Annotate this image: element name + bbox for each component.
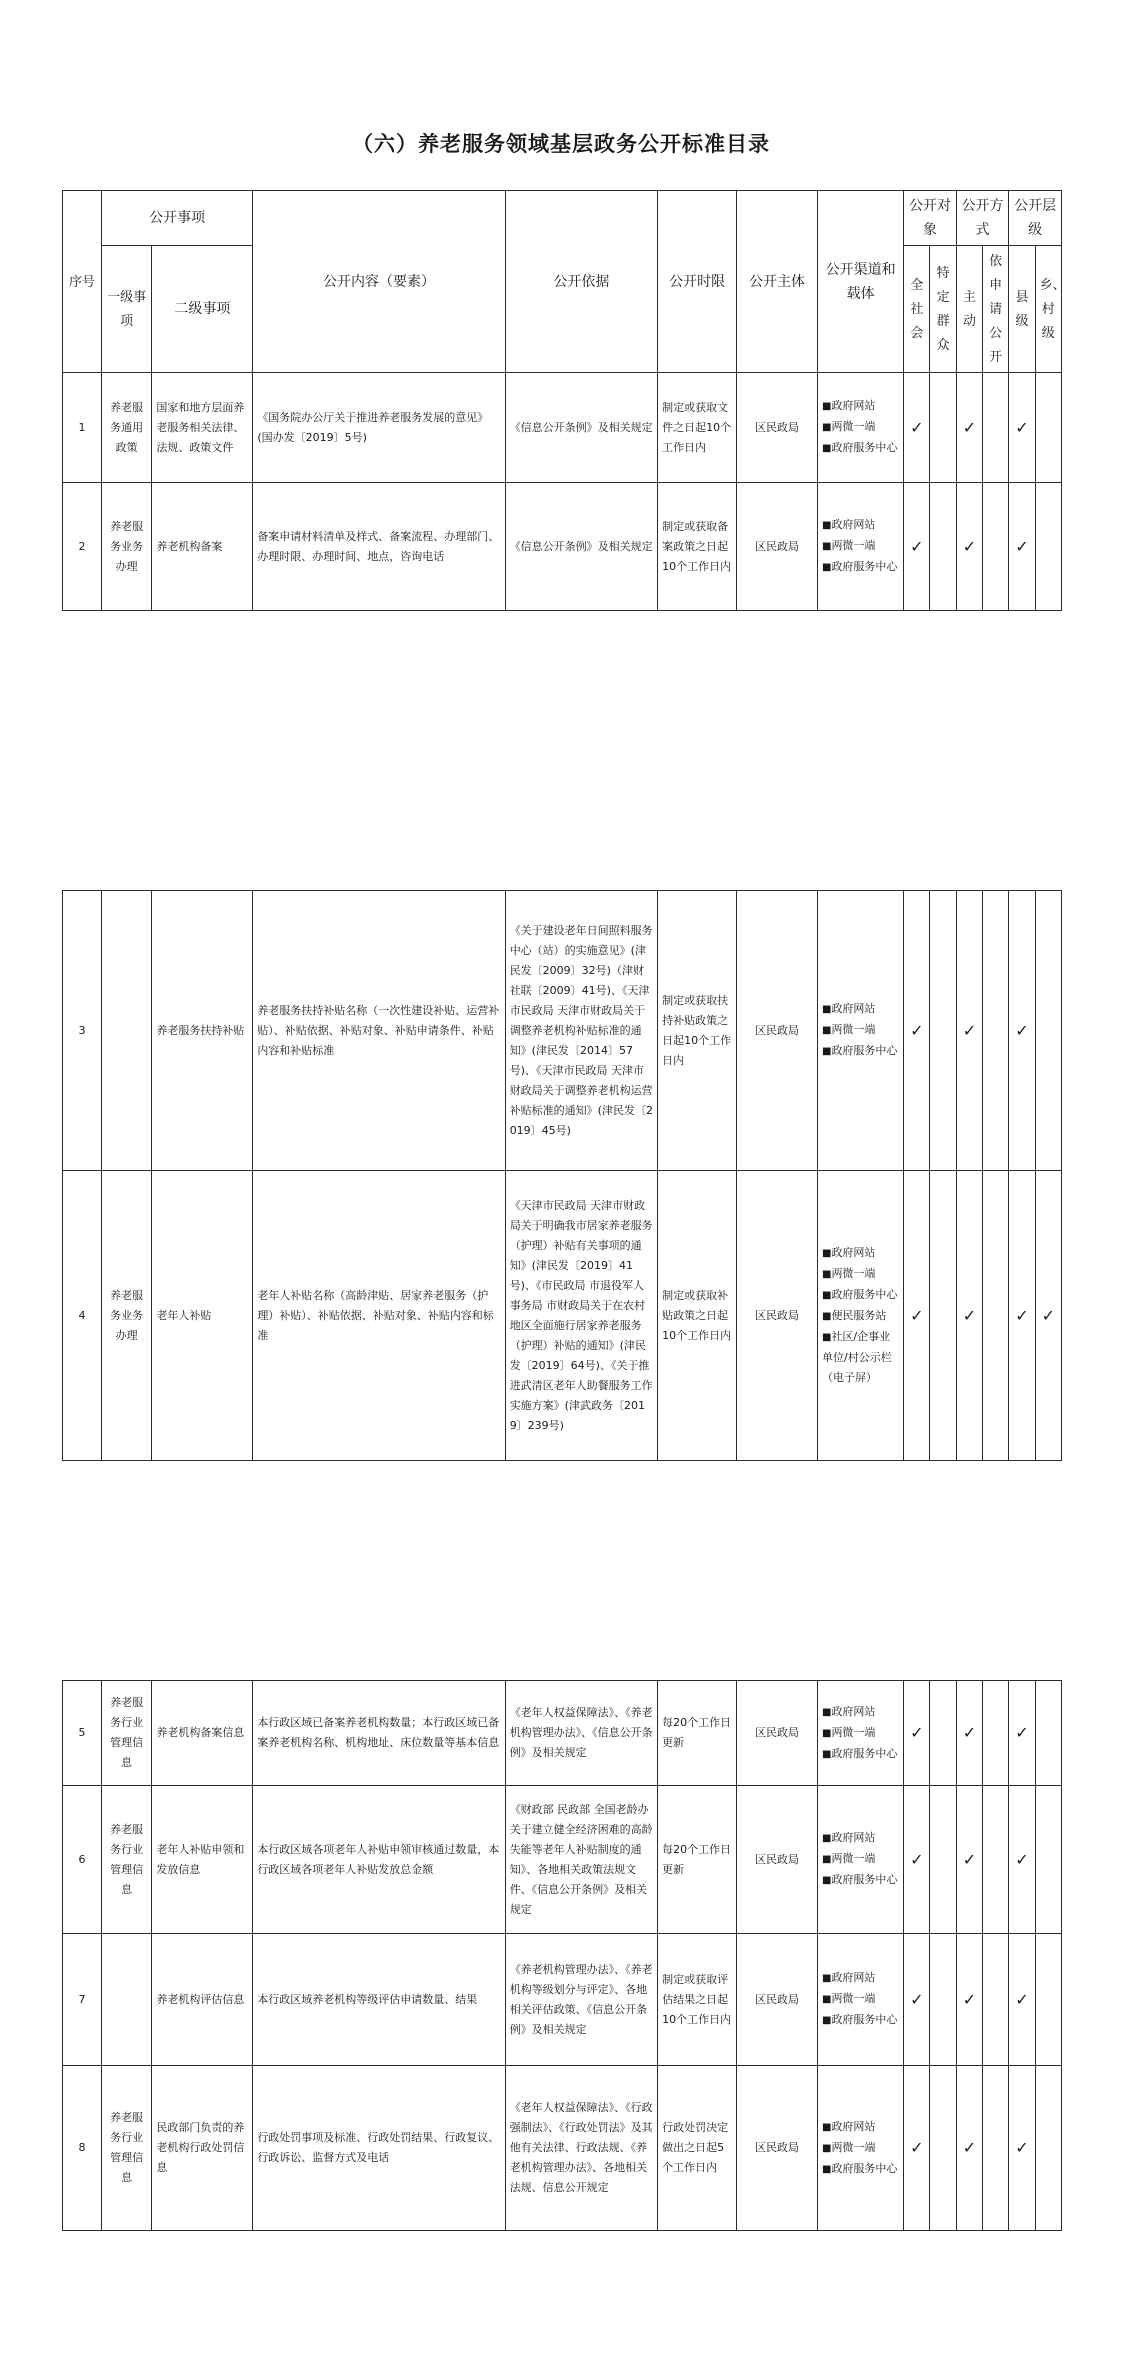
check-mark-icon: ✓ [956,2066,982,2231]
table-row: 4 养老服务业务办理 老年人补贴 老年人补贴名称（高龄津贴、居家养老服务（护理）补贴）、补贴依据、补贴对象、补贴内容和标准 《天津市民政局 天津市财政局关于明确我市居家养老服务（护理）补贴有关事项的通知》(津民发〔2019〕41号)、《市民政局 市退役军人事务局 市财政局关于在农村地区全面施行居家养老服务（护理）补贴的通知》(津民发〔2019〕64号)、《关于推进武清区老年人助餐服务工作实施方案》(津武政务〔2019〕239号) 制定或获取补贴政策之日起10个工作日内 区民政局 ■政府网站 ■两微一端 ■政府服务中心 ■便民服务站 ■社区/企事业单位/村公示栏（电子屏） ✓ ✓ ✓ ✓ [63,1171,1062,1461]
check-mark-icon: ✓ [904,1681,930,1786]
header-method: 公开方式 [956,191,1009,246]
header-level1: 一级事项 [101,246,151,373]
header-target: 公开对象 [904,191,957,246]
check-mark-icon: ✓ [1009,483,1035,611]
check-mark-icon: ✓ [956,483,982,611]
header-content: 公开内容（要素） [253,191,505,373]
table-row: 7 养老机构评估信息 本行政区域养老机构等级评估申请数量、结果 《养老机构管理办法》、《养老机构等级划分与评定》、各地相关评估政策、《信息公开条例》及相关规定 制定或获取评估结果之日起10个工作日内 区民政局 ■政府网站 ■两微一端 ■政府服务中心 ✓ ✓ ✓ [63,1934,1062,2066]
table-row: 8 养老服务行业管理信息 民政部门负责的养老机构行政处罚信息 行政处罚事项及标准、行政处罚结果、行政复议、行政诉讼、监督方式及电话 《老年人权益保障法》、《行政强制法》、《行政处罚法》及其他有关法律、行政法规、《养老机构管理办法》、各地相关法规、信息公开规定 行政处罚决定做出之日起5个工作日内 区民政局 ■政府网站 ■两微一端 ■政府服务中心 ✓ ✓ ✓ [63,2066,1062,2231]
check-mark-icon: ✓ [956,1934,982,2066]
header-tier-county: 县级 [1009,246,1035,373]
check-mark-icon: ✓ [956,1681,982,1786]
check-mark-icon: ✓ [1035,1171,1061,1461]
check-mark-icon: ✓ [1009,1786,1035,1934]
channel-list: ■政府网站 ■两微一端 ■政府服务中心 [817,2066,903,2231]
check-mark-icon: ✓ [956,373,982,483]
check-mark-icon: ✓ [904,373,930,483]
header-target-specific: 特定群众 [930,246,956,373]
table-row: 6 养老服务行业管理信息 老年人补贴申领和发放信息 本行政区域各项老年人补贴申领审核通过数量，本行政区域各项老年人补贴发放总金额 《财政部 民政部 全国老龄办关于建立健全经济困难的高龄 失能等老年人补贴制度的通知》、各地相关政策法规文件、《信息公开条例》及相关规定 每20个工作日更新 区民政局 ■政府网站 ■两微一端 ■政府服务中心 ✓ ✓ ✓ [63,1786,1062,1934]
catalog-table-part1 [62,190,1066,611]
header-subject: 公开主体 [737,191,818,373]
check-mark-icon: ✓ [1009,1934,1035,2066]
header-method-request: 依申请公开 [983,246,1009,373]
table-row: 2 养老服务业务办理 养老机构备案 备案申请材料清单及样式、备案流程、办理部门、办理时限、办理时间、地点，咨询电话 《信息公开条例》及相关规定 制定或获取备案政策之日起10个工作日内 区民政局 ■政府网站 ■两微一端 ■政府服务中心 ✓ ✓ ✓ [63,483,1062,611]
check-mark-icon: ✓ [904,483,930,611]
channel-list: ■政府网站 ■两微一端 ■政府服务中心 [817,483,903,611]
check-mark-icon: ✓ [904,1171,930,1461]
header-basis: 公开依据 [505,191,657,373]
check-mark-icon: ✓ [904,891,930,1171]
table-row: 5 养老服务行业管理信息 养老机构备案信息 本行政区域已备案养老机构数量；本行政区域已备案养老机构名称、机构地址、床位数量等基本信息 《老年人权益保障法》、《养老机构管理办法》、《信息公开条例》及相关规定 每20个工作日更新 区民政局 ■政府网站 ■两微一端 ■政府服务中心 ✓ ✓ ✓ [63,1681,1062,1786]
check-mark-icon: ✓ [904,1934,930,2066]
check-mark-icon: ✓ [1009,1171,1035,1461]
check-mark-icon: ✓ [1009,891,1035,1171]
header-channel: 公开渠道和载体 [817,191,903,373]
header-time-limit: 公开时限 [658,191,737,373]
header-tier: 公开层级 [1009,191,1062,246]
check-mark-icon: ✓ [904,1786,930,1934]
channel-list: ■政府网站 ■两微一端 ■政府服务中心 [817,373,903,483]
check-mark-icon: ✓ [1009,2066,1035,2231]
channel-list: ■政府网站 ■两微一端 ■政府服务中心 [817,1786,903,1934]
table-row: 3 养老服务扶持补贴 养老服务扶持补贴名称（一次性建设补贴、运营补贴）、补贴依据、补贴对象、补贴申请条件、补贴内容和补贴标准 《关于建设老年日间照料服务中心（站）的实施意见》(津民发〔2009〕32号)（津财社联〔2009〕41号)、《天津市民政局 天津市财政局关于调整养老机构补贴标准的通知》(津民发〔2014〕57号)、《天津市民政局 天津市财政局关于调整养老机构运营补贴标准的通知》(津民发〔2019〕45号) 制定或获取扶持补贴政策之日起10个工作日内 区民政局 ■政府网站 ■两微一端 ■政府服务中心 ✓ ✓ ✓ [63,891,1062,1171]
catalog-table-part2 [62,890,1062,1461]
check-mark-icon: ✓ [1009,373,1035,483]
header-level2: 二级事项 [152,246,253,373]
check-mark-icon: ✓ [956,1786,982,1934]
channel-list: ■政府网站 ■两微一端 ■政府服务中心 [817,891,903,1171]
check-mark-icon: ✓ [904,2066,930,2231]
channel-list: ■政府网站 ■两微一端 ■政府服务中心 [817,1934,903,2066]
header-items: 公开事项 [101,191,252,246]
table-row: 1 养老服务通用政策 国家和地方层面养老服务相关法律、法规、政策文件 《国务院办公厅关于推进养老服务发展的意见》(国办发〔2019〕5号) 《信息公开条例》及相关规定 制定或获取文件之日起10个工作日内 区民政局 ■政府网站 ■两微一端 ■政府服务中心 ✓ ✓ ✓ [63,373,1062,483]
header-tier-village: 乡、村级 [1035,246,1061,373]
header-method-active: 主动 [956,246,982,373]
check-mark-icon: ✓ [1009,1681,1035,1786]
header-target-all: 全社会 [904,246,930,373]
header-seq: 序号 [63,191,102,373]
page-title: （六）养老服务领域基层政务公开标准目录 [352,132,770,156]
check-mark-icon: ✓ [956,891,982,1171]
channel-list: ■政府网站 ■两微一端 ■政府服务中心 ■便民服务站 ■社区/企事业单位/村公示栏（电子屏） [817,1171,903,1461]
channel-list: ■政府网站 ■两微一端 ■政府服务中心 [817,1681,903,1786]
check-mark-icon: ✓ [956,1171,982,1461]
catalog-table-part3 [62,1680,1062,2231]
